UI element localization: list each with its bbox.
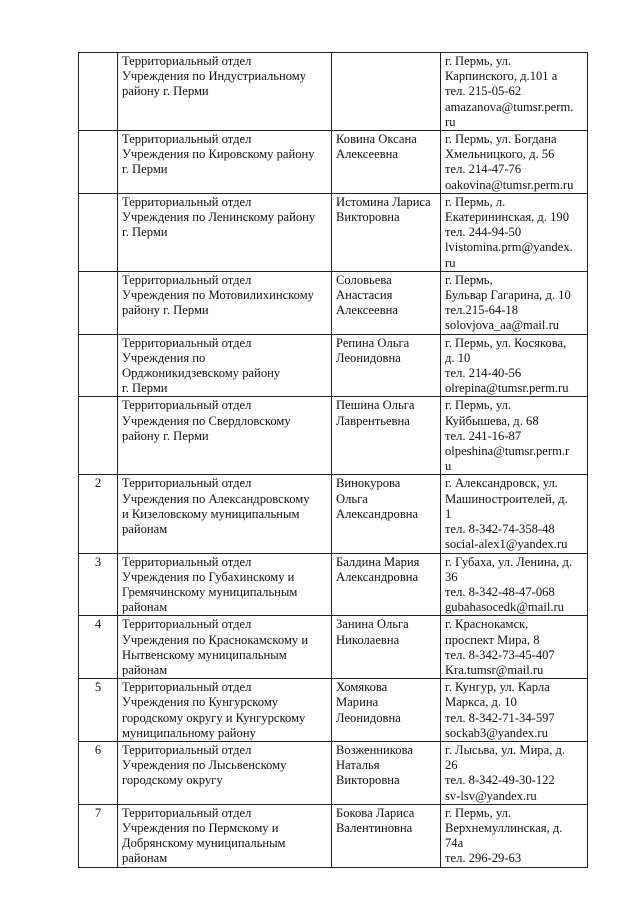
person-line: Ковина Оксана [336,132,417,147]
organization-line: Территориальный отдел [122,476,252,491]
person-line: Викторовна [336,210,400,225]
organization-line: Территориальный отдел [122,335,252,350]
contact-line: г. Краснокамск, [445,617,529,632]
contact-line: oakovina@tumsr.perm.ru [445,177,574,192]
contact-cell [441,53,588,131]
person-cell [332,397,441,475]
table-row [79,679,588,742]
contact-cell [441,334,588,397]
contact-line: sockab3@yandex.ru [445,725,548,740]
organization-cell [118,679,332,742]
contact-line: Хмельницкого, д. 56 [445,147,555,162]
row-number-cell [79,131,118,194]
person-cell [332,131,441,194]
organization-line: району г. Перми [122,303,209,318]
person-cell [332,53,441,131]
row-number-cell [79,53,118,131]
row-number: 4 [94,617,102,632]
contacts-table-body [79,53,588,868]
organization-line: Учреждения по Краснокамскому и [122,632,309,647]
contact-line: u [445,459,452,474]
organization-line: району г. Перми [122,428,209,443]
contact-line: amazanova@tumsr.perm. [445,99,574,114]
contact-cell [441,475,588,553]
person-line: Возженникова [336,742,413,757]
organization-cell [118,553,332,616]
organization-line: городскому округу [122,773,223,788]
table-row [79,616,588,679]
contact-cell [441,679,588,742]
row-number-cell [79,553,118,616]
person-line: Занина Ольга [336,617,409,632]
table-row [79,131,588,194]
table-row [79,553,588,616]
contact-cell [441,804,588,867]
organization-line: г. Перми [122,381,168,396]
organization-line: Территориальный отдел [122,680,252,695]
contact-line: Бульвар Гагарина, д. 10 [445,288,571,303]
person-line: Анастасия [336,288,393,303]
organization-line: районам [122,662,168,677]
contact-line: тел. 296-29-63 [445,851,522,866]
organization-line: Учреждения по Кировскому району [122,147,315,162]
contact-line: 26 [445,758,458,773]
organization-line: г. Перми [122,225,168,240]
person-line: Николаевна [336,632,400,647]
person-line: Хомякова [336,680,388,695]
contact-line: lvistomina.prm@yandex. [445,240,573,255]
contact-line: тел. 214-47-76 [445,162,522,177]
row-number-cell [79,804,118,867]
contact-line: г. Пермь, ул. Богдана [445,132,557,147]
row-number: 7 [94,805,102,820]
row-number-cell [79,475,118,553]
person-line: Викторовна [336,773,400,788]
contact-cell [441,553,588,616]
table-row [79,741,588,804]
organization-line: району г. Перми [122,84,209,99]
contact-cell [441,397,588,475]
contact-line: olrepina@tumsr.perm.ru [445,381,569,396]
table-row [79,804,588,867]
table-row [79,397,588,475]
contacts-table [78,52,588,868]
row-number-cell [79,397,118,475]
contact-line: Маркса, д. 10 [445,695,517,710]
person-line: Алексеевна [336,303,398,318]
organization-line: Учреждения по Лысьвенскому [122,758,287,773]
contact-line: 74а [445,836,464,851]
organization-line: Учреждения по Пермскому и [122,820,279,835]
organization-line: Учреждения по Александровскому [122,491,310,506]
organization-line: Орджоникидзевскому району [122,366,281,381]
contact-line: 36 [445,569,458,584]
row-number-cell [79,741,118,804]
row-number-cell [79,616,118,679]
person-line: Алексеевна [336,147,398,162]
organization-cell [118,334,332,397]
organization-cell [118,271,332,334]
contact-cell [441,616,588,679]
organization-line: Территориальный отдел [122,272,252,287]
contact-line: г. Александровск, ул. [445,476,558,491]
person-line: Ольга [336,491,368,506]
contact-cell [441,131,588,194]
contact-line: olpeshina@tumsr.perm.r [445,444,570,459]
organization-line: г. Перми [122,162,168,177]
person-line: Леонидовна [336,350,401,365]
contact-line: г. Кунгур, ул. Карла [445,680,550,695]
organization-line: Учреждения по Мотовилихинскому [122,288,314,303]
person-line: Пешина Ольга [336,398,415,413]
contact-line: г. Пермь, ул. [445,54,512,68]
organization-line: Территориальный отдел [122,554,252,569]
organization-line: Территориальный отдел [122,742,252,757]
contact-cell [441,741,588,804]
organization-line: Нытвенскому муниципальным [122,647,287,662]
organization-line: муниципальному району [122,725,256,740]
organization-line: районам [122,522,168,537]
contact-line: тел. 214-40-56 [445,366,522,381]
organization-line: Территориальный отдел [122,132,252,147]
organization-line: Учреждения по [122,350,206,365]
organization-cell [118,193,332,271]
person-cell [332,193,441,271]
contact-line: Kra.tumsr@mail.ru [445,662,544,677]
contact-line: тел. 8-342-71-34-597 [445,710,555,725]
row-number-cell [79,334,118,397]
contact-line: тел. 8-342-74-358-48 [445,522,555,537]
table-row [79,334,588,397]
contact-line: тел. 8-342-73-45-407 [445,647,555,662]
contact-line: г. Губаха, ул. Ленина, д. [445,554,573,569]
contact-line: г. Пермь, ул. Косякова, [445,335,567,350]
person-cell [332,679,441,742]
row-number: 6 [94,742,102,757]
contact-line: Екатерининская, д. 190 [445,210,570,225]
person-line: Марина [336,695,379,710]
person-cell [332,334,441,397]
organization-line: районам [122,851,168,866]
organization-line: городскому округу и Кунгурскому [122,710,306,725]
person-line: Винокурова [336,476,401,491]
organization-cell [118,616,332,679]
person-line: Истомина Лариса [336,194,431,209]
person-line: Александровна [336,506,419,521]
contact-cell [441,271,588,334]
contact-line: solovjova_aa@mail.ru [445,318,560,333]
person-cell [332,616,441,679]
contact-line: г. Пермь, [445,272,493,287]
table-row [79,53,588,131]
person-line: Валентиновна [336,820,413,835]
contact-line: social-alex1@yandex.ru [445,537,568,552]
organization-cell [118,741,332,804]
person-line: Наталья [336,758,380,773]
row-number: 5 [94,680,102,695]
organization-cell [118,475,332,553]
contact-line: Куйбышева, д. 68 [445,413,539,428]
contact-line: тел.215-64-18 [445,303,518,318]
contact-line: проспект Мира, 8 [445,632,540,647]
person-cell [332,475,441,553]
contact-line: тел. 215-05-62 [445,84,522,99]
contact-line: gubahasocedk@mail.ru [445,600,564,615]
row-number-cell [79,271,118,334]
organization-line: Территориальный отдел [122,194,252,209]
organization-line: Гремячинскому муниципальным [122,584,298,599]
organization-line: Территориальный отдел [122,617,252,632]
contact-line: 1 [445,506,452,521]
organization-line: Учреждения по Ленинскому району [122,210,316,225]
organization-line: Добрянскому муниципальным [122,836,286,851]
organization-cell [118,131,332,194]
person-cell [332,553,441,616]
organization-line: Территориальный отдел [122,54,252,68]
organization-line: районам [122,600,168,615]
contact-line: д. 10 [445,350,471,365]
organization-cell [118,397,332,475]
person-cell [332,804,441,867]
person-cell [332,271,441,334]
organization-line: Учреждения по Губахинскому и [122,569,295,584]
contact-line: г. Пермь, ул. [445,398,512,413]
person-line: Леонидовна [336,710,401,725]
organization-line: Учреждения по Кунгурскому [122,695,279,710]
contact-line: г. Пермь, ул. [445,805,512,820]
table-row [79,271,588,334]
contact-line: тел. 241-16-87 [445,428,522,443]
person-cell [332,741,441,804]
contact-line: тел. 244-94-50 [445,225,522,240]
contact-line: тел. 8-342-49-30-122 [445,773,555,788]
contact-line: Верхнемуллинская, д. [445,820,563,835]
contact-line: г. Пермь, л. [445,194,506,209]
organization-line: Учреждения по Свердловскому [122,413,291,428]
row-number-cell [79,193,118,271]
organization-line: Территориальный отдел [122,805,252,820]
row-number-cell [79,679,118,742]
person-line: Бокова Лариса [336,805,415,820]
contact-line: тел. 8-342-48-47-068 [445,584,555,599]
organization-cell [118,53,332,131]
organization-cell [118,804,332,867]
contact-line: г. Лысьва, ул. Мира, д. [445,742,566,757]
person-line: Балдина Мария [336,554,420,569]
contact-line: ru [445,255,456,270]
contact-line: sv-lsv@yandex.ru [445,788,537,803]
contact-line: Карпинского, д.101 а [445,69,558,84]
person-line: Александровна [336,569,419,584]
table-row [79,193,588,271]
person-line: Лаврентьевна [336,413,410,428]
contact-cell [441,193,588,271]
contact-line: ru [445,114,456,129]
organization-line: Учреждения по Индустриальному [122,69,307,84]
organization-line: Территориальный отдел [122,398,252,413]
row-number: 3 [94,554,102,569]
person-line: Репина Ольга [336,335,410,350]
person-line: Соловьева [336,272,392,287]
organization-line: и Кизеловскому муниципальным [122,506,300,521]
contact-line: Машиностроителей, д. [445,491,568,506]
row-number: 2 [94,476,102,491]
table-row [79,475,588,553]
